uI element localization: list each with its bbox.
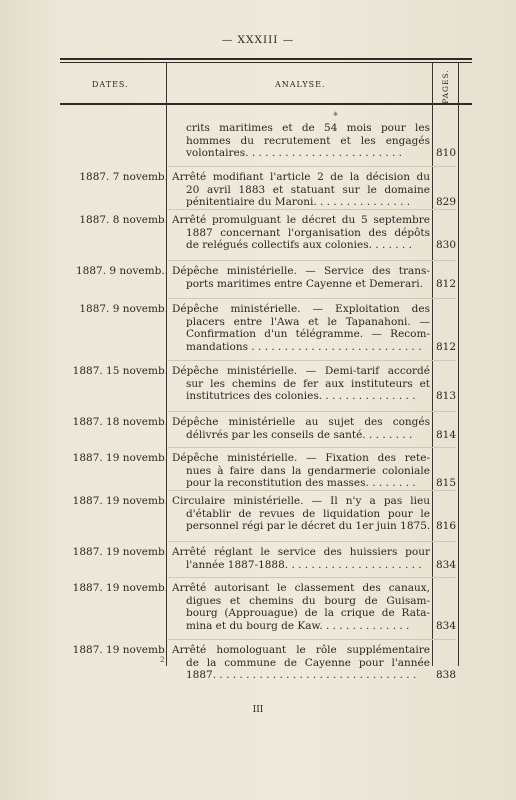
- entry-line: l'année 1887-1888. . . . . . . . . . . . . . . . . . . . .: [186, 558, 422, 571]
- row-separator: [168, 209, 456, 210]
- row-separator: [168, 490, 456, 491]
- entry-line: crits maritimes et de 54 mois pour les: [186, 122, 430, 134]
- row-separator: [168, 541, 456, 542]
- entry-analysis: [172, 452, 430, 490]
- entry-analysis: [172, 495, 430, 533]
- entry-line: hommes du recrutement et les engagés: [186, 134, 430, 147]
- entry-line: Dépêche ministérielle. — Exploitation des: [172, 303, 430, 315]
- entry-analysis: [172, 365, 430, 403]
- entry-page-number: 829: [436, 196, 457, 209]
- entry-line: de relégués collectifs aux colonies. . . . . . .: [186, 239, 412, 252]
- entry-line: Arrêté réglant le service des huissiers pour: [172, 546, 430, 558]
- entry-page-number: 816: [436, 520, 457, 533]
- row-separator: [168, 360, 456, 361]
- entry-date: 1887. 19 novemb.: [72, 582, 168, 594]
- entry-line: sur les chemins de fer aux instituteurs et: [186, 377, 430, 390]
- entry-line: institutrices des colonies. . . . . . . . . . . . . . .: [186, 390, 416, 403]
- entry-line: d'établir de revues de liquidation pour le: [186, 507, 430, 520]
- entry-line: mandations . . . . . . . . . . . . . . . . . . . . . . . . . .: [186, 340, 422, 353]
- page-signature: III: [252, 705, 264, 715]
- entry-date: 1887. 19 novemb.: [72, 546, 168, 558]
- entry-line: 20 avril 1883 et statuant sur le domaine: [186, 183, 430, 196]
- entry-line: Circulaire ministérielle. — Il n'y a pas lieu: [172, 495, 430, 507]
- entry-line: digues et chemins du bourg de Guisam-: [186, 594, 430, 607]
- entry-line: mina et du bourg de Kaw. . . . . . . . . . . . . .: [186, 619, 410, 632]
- entry-date: 1887. 19 novemb.: [72, 452, 168, 464]
- entry-analysis: [172, 582, 430, 632]
- row-separator: [168, 447, 456, 448]
- entry-page-number: 813: [436, 390, 457, 403]
- entry-line: Dépêche ministérielle. — Demi-tarif accordé: [172, 365, 430, 377]
- row-separator: [168, 411, 456, 412]
- row-separator: [168, 166, 456, 167]
- entry-date: 1887. 9 novemb.: [79, 303, 168, 315]
- margin-mark: 2: [160, 656, 165, 664]
- row-separator: [168, 577, 456, 578]
- ornament-icon: ✱: [333, 111, 339, 118]
- entry-date: 1887. 8 novemb.: [79, 214, 168, 226]
- column-header-analysis: ANALYSE.: [275, 80, 326, 89]
- entry-line: nues à faire dans la gendarmerie coloniale: [186, 464, 430, 477]
- entry-line: de la commune de Cayenne pour l'année: [186, 656, 430, 669]
- column-header-pages-label: PAGES.: [440, 68, 450, 104]
- entry-analysis: [172, 644, 430, 682]
- entry-analysis: [172, 214, 430, 252]
- top-rule: [60, 58, 472, 60]
- entry-date: 1887. 19 novemb.: [72, 644, 168, 656]
- entry-page-number: 814: [436, 428, 457, 441]
- entry-date: 1887. 9 novemb..: [76, 265, 168, 277]
- row-separator: [168, 260, 456, 261]
- entry-line: placers entre l'Awa et le Tapanahoni. —: [186, 315, 430, 328]
- entry-line: pour la reconstitution des masses. . . . . . . .: [186, 477, 416, 490]
- entry-line: 1887 concernant l'organisation des dépôts: [186, 226, 430, 239]
- column-header-pages: [434, 66, 456, 106]
- entry-line: Arrêté modifiant l'article 2 de la décision du: [172, 171, 430, 183]
- entry-line: pénitentiaire du Maroni. . . . . . . . . . . . . . .: [186, 196, 411, 209]
- entry-line: volontaires. . . . . . . . . . . . . . . . . . . . . . . .: [186, 147, 403, 160]
- entry-page-number: 834: [436, 558, 457, 571]
- entry-line: 1887. . . . . . . . . . . . . . . . . . . . . . . . . . . . . . .: [186, 669, 417, 682]
- entry-line: Dépêche ministérielle. — Service des trans-: [172, 265, 430, 277]
- entry-line: Confirmation d'un télégramme. — Recom-: [186, 328, 430, 341]
- entry-page-number: 815: [436, 477, 457, 490]
- entry-line: Dépêche ministérielle. — Fixation des rete-: [172, 452, 430, 464]
- entry-page-number: 812: [436, 277, 457, 290]
- entry-line: bourg (Approuague) de la crique de Rata-: [186, 607, 430, 620]
- entry-line: Arrêté autorisant le classement des canaux,: [172, 582, 430, 594]
- entry-date: 1887. 15 novemb.: [72, 365, 168, 377]
- column-divider-pages: [458, 63, 459, 666]
- column-header-dates: DATES.: [92, 80, 129, 89]
- entry-analysis: [172, 122, 430, 160]
- top-rule-thin: [60, 62, 472, 63]
- entry-page-number: 834: [436, 619, 457, 632]
- entry-date: 1887. 7 novemb.: [79, 171, 168, 183]
- entry-line: ports maritimes entre Cayenne et Demerari.: [186, 277, 423, 290]
- entry-date: 1887. 19 novemb.: [72, 495, 168, 507]
- entry-line: Arrêté homologuant le rôle supplémentaire: [172, 644, 430, 656]
- page-header-title: — XXXIII —: [221, 34, 295, 46]
- entry-page-number: 830: [436, 239, 457, 252]
- entry-line: personnel régi par le décret du 1er juin 1875.: [186, 520, 430, 533]
- entry-page-number: 812: [436, 340, 457, 353]
- entry-analysis: [172, 265, 430, 290]
- entry-date: 1887. 18 novemb.: [72, 416, 168, 428]
- header-bottom-rule: [60, 103, 472, 105]
- row-separator: [168, 639, 456, 640]
- row-separator: [168, 298, 456, 299]
- entry-page-number: 810: [436, 147, 457, 160]
- entry-analysis: [172, 416, 430, 441]
- entry-analysis: [172, 546, 430, 571]
- entry-line: Arrêté promulguant le décret du 5 septembre: [172, 214, 430, 226]
- entry-analysis: [172, 171, 430, 209]
- entry-analysis: [172, 303, 430, 353]
- entry-line: délivrés par les conseils de santé. . . . . . . .: [186, 428, 413, 441]
- entry-line: Dépêche ministérielle au sujet des congés: [172, 416, 430, 428]
- column-divider-analysis: [432, 63, 433, 666]
- entry-page-number: 838: [436, 669, 457, 682]
